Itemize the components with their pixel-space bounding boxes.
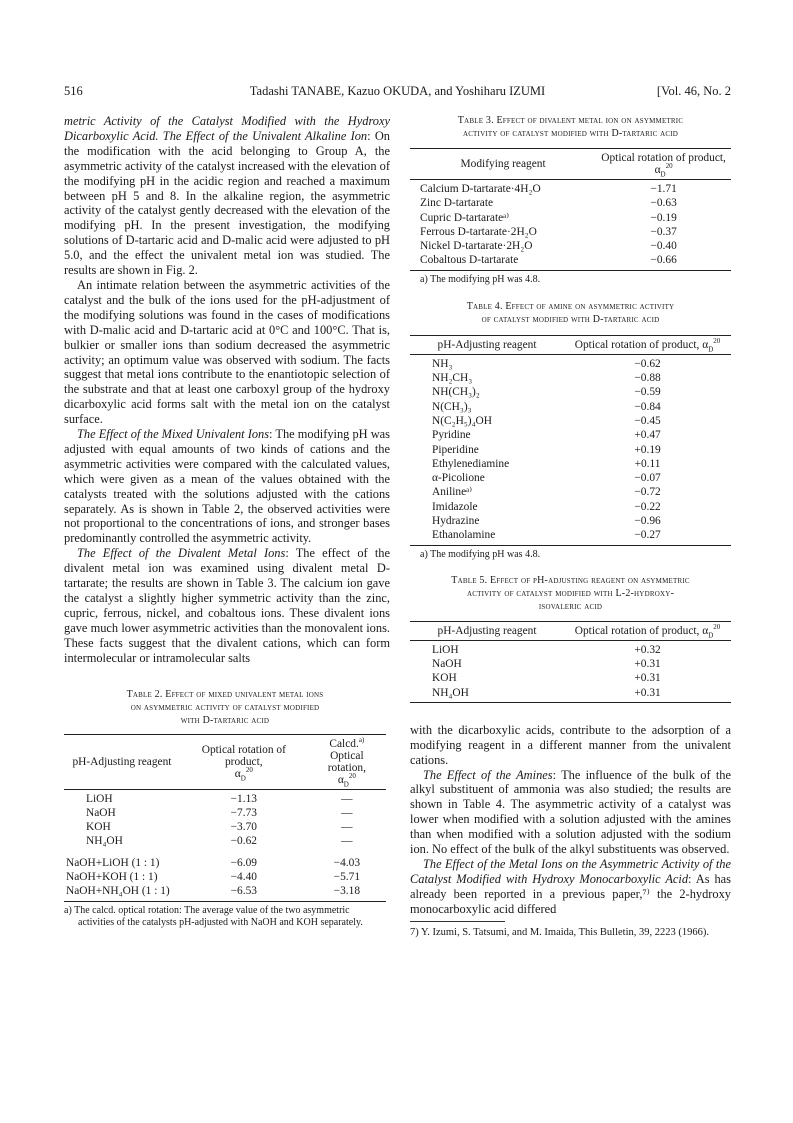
column-header: pH-Adjusting reagent (437, 338, 537, 351)
cell: −3.18 (333, 885, 361, 898)
table-row (64, 884, 386, 901)
table-footnote: a) The modifying pH was 4.8. (420, 548, 541, 560)
paragraph-text: : The modifying pH was adjusted with equal amounts of two kinds of cations and the asymmetric activities were compared with the calculated values, which were given as a mean of the values obtained with the catalysts treated with the solutions adjusted with the cations separately. As is shown in Table 2, the observed activities were not proportional to the concentrations of ions, and stronger bases predominantly controlled the asymmetric activity. (64, 427, 390, 546)
alpha-sub: D (660, 170, 666, 179)
column-header (180, 734, 308, 789)
table-row (410, 657, 731, 671)
table-3 (410, 114, 731, 286)
cell: −6.53 (230, 885, 257, 898)
volume-info: [Vol. 46, No. 2 (656, 84, 731, 98)
cell: Zinc D-tartarate (420, 197, 494, 210)
column-header (564, 335, 731, 354)
table-caption (64, 714, 386, 727)
cell: Anilineᵃ⁾ (432, 486, 473, 499)
cell: −0.63 (650, 197, 677, 210)
caption-line: Table 2. Effect of mixed univalent metal ions (126, 688, 324, 700)
right-text (410, 723, 731, 939)
header-text: Optical rotation, (327, 749, 366, 774)
table-row (410, 414, 731, 428)
alpha-sub: D (343, 779, 349, 788)
table-caption (410, 114, 731, 127)
alpha-sub: D (708, 345, 714, 354)
cell: NaOH (86, 806, 116, 819)
header-text: Optical rotation of product, (201, 743, 286, 768)
section-title: The Effect of the Amines (423, 767, 553, 782)
cell: Pyridine (432, 429, 471, 442)
reference: 7) Y. Izumi, S. Tatsumi, and M. Imaida, This Bulletin, 39, 2223 (1966). (410, 926, 709, 938)
table-row (410, 485, 731, 499)
paragraph (410, 768, 731, 857)
cell: −0.27 (634, 529, 661, 542)
cell: −4.40 (230, 871, 257, 884)
section-title: The Effect of the Divalent Metal Ions (77, 546, 286, 561)
table-row (410, 253, 731, 270)
table-header-row (410, 149, 731, 180)
cell: Ferrous D-tartarate·2H₂O (420, 225, 537, 238)
section-title: The Effect of the Metal Ions on the Asymmetric Activity of the Catalyst Modified with Hydroxy Monocarboxylic Acid (410, 856, 731, 886)
table-header-row (64, 734, 386, 789)
table-footnote: a) The modifying pH was 4.8. (420, 273, 541, 285)
caption-line: activity of catalyst modified with D-tartaric acid (462, 128, 679, 139)
cell: Ethanolamine (432, 529, 496, 542)
table-row (410, 225, 731, 239)
cell: −0.37 (650, 225, 677, 238)
paragraph-text: : On the modification with the acid belonging to Group A, the asymmetric activity of the catalyst increased with the elevation of the modifying pH in the acidic region and reached a maximum between pH 5 and 8. In the alkaline region, the asymmetric activity of the catalyst gently decreased with the elevation of the modifying pH. In the present investigation, the modifying solutions of D-tartaric acid and D-malic acid were adjusted to pH 5.0, and the effect the univalent metal ion was studied. The results are shown in Fig. 2. (64, 128, 390, 278)
table-row (410, 180, 731, 197)
right-column (410, 114, 731, 939)
table-row (64, 806, 386, 820)
cell: −0.96 (634, 515, 661, 528)
cell: −7.73 (230, 806, 257, 819)
paragraph-text: : As has already been reported in a previous paper,⁷⁾ the 2-hydroxy monocarboxylic acid differed (410, 871, 731, 916)
table-caption (410, 127, 731, 140)
cell: NaOH+LiOH (1 : 1) (66, 856, 160, 869)
cell: +0.32 (634, 643, 661, 656)
table-row (410, 196, 731, 210)
cell: −0.72 (634, 486, 661, 499)
cell: +0.19 (634, 443, 661, 456)
paragraph: with the dicarboxylic acids, contribute to the adsorption of a modifying reagent in a different manner from the univalent cations. (410, 722, 731, 767)
table-row (64, 834, 386, 855)
header-text: Optical rotation of product, (574, 338, 700, 351)
cell: — (341, 806, 353, 819)
cell: −0.19 (650, 211, 677, 224)
alpha-symbol: α (234, 767, 241, 780)
table-row (410, 211, 731, 225)
cell: Calcium D-tartarate·4H₂O (420, 183, 541, 195)
cell: −0.40 (650, 240, 677, 253)
table-row (410, 671, 731, 685)
caption-line: with D-tartaric acid (180, 714, 270, 726)
table-row (410, 640, 731, 657)
cell: −0.62 (634, 357, 661, 370)
table-row (410, 686, 731, 703)
cell: α-Picolione (432, 472, 485, 485)
footnote-mark: a) (358, 735, 365, 744)
cell: NH₄OH (432, 686, 469, 699)
cell: NH(CH₃)₂ (432, 386, 480, 399)
footnote-divider (410, 921, 505, 922)
cell: +0.11 (634, 457, 661, 470)
running-authors: Tadashi TANABE, Kazuo OKUDA, and Yoshiharu IZUMI (249, 84, 546, 98)
table-row (64, 870, 386, 884)
column-header (596, 149, 731, 180)
data-table (410, 148, 731, 271)
cell: +0.31 (634, 657, 661, 670)
cell: −0.07 (634, 472, 661, 485)
page-header (64, 84, 731, 102)
cell: Imidazole (432, 500, 478, 513)
table-header-row (410, 621, 731, 640)
column-header: pH-Adjusting reagent (437, 624, 537, 637)
data-table (410, 621, 731, 703)
table-caption (410, 587, 731, 600)
table-caption (410, 300, 731, 313)
alpha-sup: 20 (665, 162, 673, 171)
cell: Piperidine (432, 443, 479, 456)
cell: NaOH (432, 657, 462, 670)
column-header: pH-Adjusting reagent (72, 755, 172, 768)
table-footnote: a) The calcd. optical rotation: The average value of the two asymmetric activities of the catalysts pH-adjusted with NaOH and KOH separately. (64, 904, 363, 928)
table-header-row (410, 335, 731, 354)
table-caption (64, 688, 386, 701)
alpha-symbol: α (337, 773, 344, 786)
caption-line: activity of catalyst modified with L-2-hydroxy- (466, 587, 674, 599)
section-title: The Effect of the Mixed Univalent Ions (77, 427, 270, 442)
table-row (410, 457, 731, 471)
caption-line: on asymmetric activity of catalyst modified (130, 701, 320, 713)
table-row (410, 385, 731, 399)
cell: −0.22 (634, 500, 661, 513)
cell: −4.03 (333, 856, 361, 869)
cell: −0.59 (634, 386, 661, 399)
paragraph (410, 857, 731, 917)
cell: — (341, 821, 353, 834)
cell: Nickel D-tartarate·2H₂O (420, 240, 533, 253)
cell: NH₃ (432, 357, 453, 370)
cell: — (341, 835, 353, 848)
alpha-sup: 20 (348, 771, 356, 780)
paragraph (64, 546, 390, 665)
paragraph (64, 427, 390, 546)
table-caption (410, 574, 731, 587)
table-4 (410, 300, 731, 561)
table-row (410, 354, 731, 371)
column-header (564, 621, 731, 640)
caption-line: isovaleric acid (538, 600, 603, 612)
table-caption (410, 313, 731, 326)
cell: −6.09 (230, 856, 257, 869)
cell: NH₄OH (86, 835, 123, 848)
header-text: Optical rotation of product, (574, 624, 700, 637)
cell: Cobaltous D-tartarate (420, 254, 519, 267)
table-row (410, 400, 731, 414)
cell: −1.71 (650, 183, 677, 195)
cell: LiOH (86, 792, 113, 805)
alpha-sup: 20 (713, 336, 721, 345)
paragraph: An intimate relation between the asymmetric activities of the catalyst and the bulk of the ions used for the pH-adjustment of the modifying solutions was found in the cases of modifications with D-malic acid and D-tartaric acid at 0°C and 100°C. That is, bulkier or smaller ions than sodium decreased the asymmetric activity; an optimum value was observed with sodium. The facts suggest that metal ions contribute to the enantiotopic selection of the substrate and that at least one carboxyl group of the hydroxy dicarboxylic acid forms salt with the metal ion on the catalyst surface. (64, 277, 390, 427)
cell: Ethylenediamine (432, 457, 510, 470)
header-text: Optical rotation of product, (601, 152, 726, 164)
column-header (308, 734, 386, 789)
cell: +0.31 (634, 672, 661, 685)
caption-line: Table 3. Effect of divalent metal ion on asymmetric (457, 115, 684, 126)
table-row (410, 500, 731, 514)
table-5 (410, 574, 731, 703)
data-table (64, 734, 386, 902)
cell: −5.71 (333, 871, 361, 884)
alpha-sup: 20 (245, 765, 253, 774)
header-text: Calcd. (329, 737, 359, 750)
cell: −0.84 (634, 400, 661, 413)
table-row (64, 856, 386, 870)
cell: −0.45 (634, 414, 661, 427)
cell: KOH (86, 821, 111, 834)
alpha-sub: D (708, 630, 714, 639)
cell: −0.66 (650, 254, 677, 267)
table-caption (410, 600, 731, 613)
cell: NH₂CH₃ (432, 372, 473, 385)
cell: KOH (432, 672, 457, 685)
cell: NaOH+KOH (1 : 1) (66, 871, 158, 884)
cell: −3.70 (230, 821, 257, 834)
caption-line: Table 4. Effect of amine on asymmetric activity (466, 300, 675, 312)
cell: — (341, 792, 353, 805)
cell: LiOH (432, 643, 459, 656)
section-title: metric Activity of the Catalyst Modified with the Hydroxy Dicarboxylic Acid. The Effect of the Univalent Alkaline Ion (64, 114, 390, 143)
table-2 (64, 688, 390, 929)
cell: NaOH+NH₄OH (1 : 1) (66, 885, 170, 898)
cell: N(C₂H₅)₄OH (432, 414, 493, 427)
table-row (64, 789, 386, 806)
caption-line: Table 5. Effect of pH-adjusting reagent on asymmetric (451, 574, 690, 586)
cell: −1.13 (230, 792, 257, 805)
left-column (64, 114, 390, 929)
table-row (410, 514, 731, 528)
cell: N(CH₃)₃ (432, 400, 472, 413)
caption-line: of catalyst modified with D-tartaric acid (481, 313, 660, 325)
alpha-symbol: α (702, 338, 709, 351)
cell: −0.88 (634, 372, 661, 385)
table-row (410, 428, 731, 442)
alpha-symbol: α (654, 164, 661, 176)
table-row (410, 371, 731, 385)
table-row (64, 820, 386, 834)
table-row (410, 239, 731, 253)
page-number: 516 (64, 84, 83, 98)
alpha-symbol: α (702, 624, 709, 637)
data-table (410, 335, 731, 546)
paragraph-text: : The effect of the divalent metal ion was examined using divalent metal D-tartarate; the results are shown in Table 3. The calcium ion gave the catalyst a slightly higher symmetric activity than the zinc, cupric, ferrous, nickel, and cobaltous ions. These divalent ions gave much lower asymmetric activities than the monovalent ions. These facts suggest that the divalent cations, which can form intermolecular or intramolecular salts (64, 546, 390, 665)
table-row (410, 471, 731, 485)
alpha-sup: 20 (713, 622, 721, 631)
table-row (410, 443, 731, 457)
cell: +0.31 (634, 686, 661, 699)
cell: +0.47 (634, 429, 661, 442)
cell: Cupric D-tartarateᵃ⁾ (420, 211, 510, 224)
paragraph (64, 114, 390, 278)
table-row (410, 528, 731, 545)
paragraph-text: : The influence of the bulk of the alkyl substituent of ammonia was also studied; the results are shown in Table 4. The asymmetric activity of a catalyst was lower when modified with a solution adjusted with the amines than when modified with a solution adjusted with the sodium ion. No effect of the bulk of the alkyl substituents was observed. (410, 767, 731, 857)
cell: −0.62 (230, 835, 257, 848)
table-caption (64, 701, 386, 714)
alpha-sub: D (240, 773, 246, 782)
cell: Hydrazine (432, 515, 480, 528)
column-header: Modifying reagent (460, 158, 546, 170)
